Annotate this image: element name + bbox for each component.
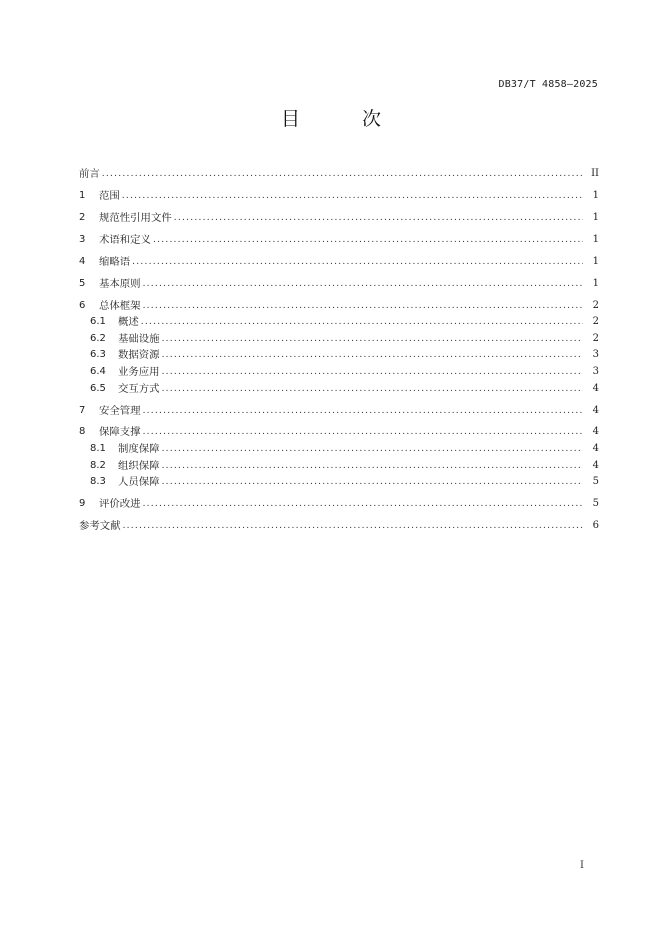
table-of-contents <box>79 166 599 534</box>
toc-entry-page: 1 <box>592 277 599 289</box>
toc-entry-number: 6.4 <box>90 366 106 378</box>
toc-entry[interactable] <box>79 275 599 292</box>
toc-entry-page: 1 <box>592 190 599 202</box>
toc-entry-title: 制度保障 <box>118 442 160 455</box>
toc-dot-leader <box>162 458 583 474</box>
toc-entry-page: 1 <box>592 233 599 245</box>
toc-entry[interactable] <box>79 232 599 249</box>
toc-entry-page: II <box>591 168 599 180</box>
toc-dot-leader <box>162 441 583 457</box>
toc-entry-title: 范围 <box>99 190 120 203</box>
toc-entry-number: 3 <box>79 233 86 245</box>
toc-entry[interactable] <box>79 297 599 314</box>
toc-entry[interactable] <box>79 331 599 348</box>
toc-dot-leader <box>122 188 583 204</box>
document-code: DB37/T 4858—2025 <box>498 79 598 90</box>
toc-entry-number: 6.5 <box>90 382 106 394</box>
toc-entry-page: 4 <box>592 442 599 454</box>
toc-entry-title: 交互方式 <box>118 382 160 395</box>
toc-entry-page: 4 <box>592 404 599 416</box>
toc-dot-leader <box>143 496 583 512</box>
toc-dot-leader <box>162 347 583 363</box>
toc-entry-title: 安全管理 <box>99 404 141 417</box>
toc-dot-leader <box>102 166 583 182</box>
toc-entry-title: 业务应用 <box>118 366 160 379</box>
toc-entry-title: 评价改进 <box>99 498 141 511</box>
toc-dot-leader <box>162 381 583 397</box>
toc-dot-leader <box>143 276 583 292</box>
toc-entry-page: 1 <box>592 255 599 267</box>
toc-entry-title: 概述 <box>118 316 139 329</box>
toc-entry-title: 术语和定义 <box>99 233 151 246</box>
toc-entry-title: 基础设施 <box>118 332 160 345</box>
toc-entry-title: 人员保障 <box>118 476 160 489</box>
toc-entry-number: 5 <box>79 277 86 289</box>
toc-entry-number: 7 <box>79 404 86 416</box>
toc-entry[interactable] <box>79 380 599 397</box>
toc-dot-leader <box>153 232 583 248</box>
toc-entry-page: 2 <box>592 299 599 311</box>
toc-entry-title: 参考文献 <box>79 519 121 532</box>
toc-entry-number: 8 <box>79 426 86 438</box>
toc-dot-leader <box>143 424 583 440</box>
toc-entry-title: 基本原则 <box>99 277 141 290</box>
toc-entry-page: 2 <box>592 332 599 344</box>
toc-entry-number: 6.1 <box>90 316 106 328</box>
toc-entry-title: 规范性引用文件 <box>99 212 172 225</box>
toc-entry-page: 3 <box>592 366 599 378</box>
toc-entry-number: 6.2 <box>90 332 106 344</box>
toc-entry-title: 缩略语 <box>99 255 131 268</box>
toc-entry[interactable] <box>79 347 599 364</box>
toc-dot-leader <box>132 254 583 270</box>
toc-dot-leader <box>162 364 583 380</box>
toc-entry[interactable] <box>79 402 599 419</box>
toc-entry[interactable] <box>79 424 599 441</box>
toc-entry[interactable] <box>79 457 599 474</box>
toc-entry-number: 4 <box>79 255 86 267</box>
toc-entry-number: 6 <box>79 299 86 311</box>
toc-entry[interactable] <box>79 474 599 491</box>
toc-entry-page: 2 <box>592 316 599 328</box>
toc-entry-number: 8.3 <box>90 476 106 488</box>
toc-dot-leader <box>174 210 583 226</box>
toc-entry-title: 总体框架 <box>99 299 141 312</box>
toc-entry-title: 保障支撑 <box>99 426 141 439</box>
toc-entry[interactable] <box>79 518 599 535</box>
toc-entry-page: 5 <box>592 476 599 488</box>
toc-entry-number: 9 <box>79 498 86 510</box>
toc-entry-page: 6 <box>592 519 599 531</box>
toc-dot-leader <box>143 298 583 314</box>
toc-entry-page: 3 <box>592 349 599 361</box>
toc-entry-title: 前言 <box>79 168 100 181</box>
page-number: I <box>580 860 584 871</box>
toc-entry[interactable] <box>79 166 599 183</box>
toc-entry-page: 5 <box>592 498 599 510</box>
toc-entry[interactable] <box>79 441 599 458</box>
toc-dot-leader <box>162 331 583 347</box>
toc-dot-leader <box>123 518 583 534</box>
toc-title: 目 次 <box>280 108 410 130</box>
toc-entry[interactable] <box>79 314 599 331</box>
toc-entry[interactable] <box>79 210 599 227</box>
toc-entry-number: 6.3 <box>90 349 106 361</box>
toc-entry-page: 4 <box>592 459 599 471</box>
toc-entry-page: 1 <box>592 212 599 224</box>
toc-dot-leader <box>143 403 583 419</box>
toc-entry-page: 4 <box>592 426 599 438</box>
toc-entry-page: 4 <box>592 382 599 394</box>
toc-entry-title: 组织保障 <box>118 459 160 472</box>
toc-entry[interactable] <box>79 188 599 205</box>
toc-entry-number: 1 <box>79 190 86 202</box>
toc-entry-number: 2 <box>79 212 86 224</box>
toc-entry[interactable] <box>79 364 599 381</box>
toc-dot-leader <box>162 474 583 490</box>
toc-dot-leader <box>141 314 583 330</box>
toc-entry-number: 8.1 <box>90 442 106 454</box>
toc-entry[interactable] <box>79 496 599 513</box>
toc-entry-number: 8.2 <box>90 459 106 471</box>
toc-entry[interactable] <box>79 254 599 271</box>
toc-entry-title: 数据资源 <box>118 349 160 362</box>
